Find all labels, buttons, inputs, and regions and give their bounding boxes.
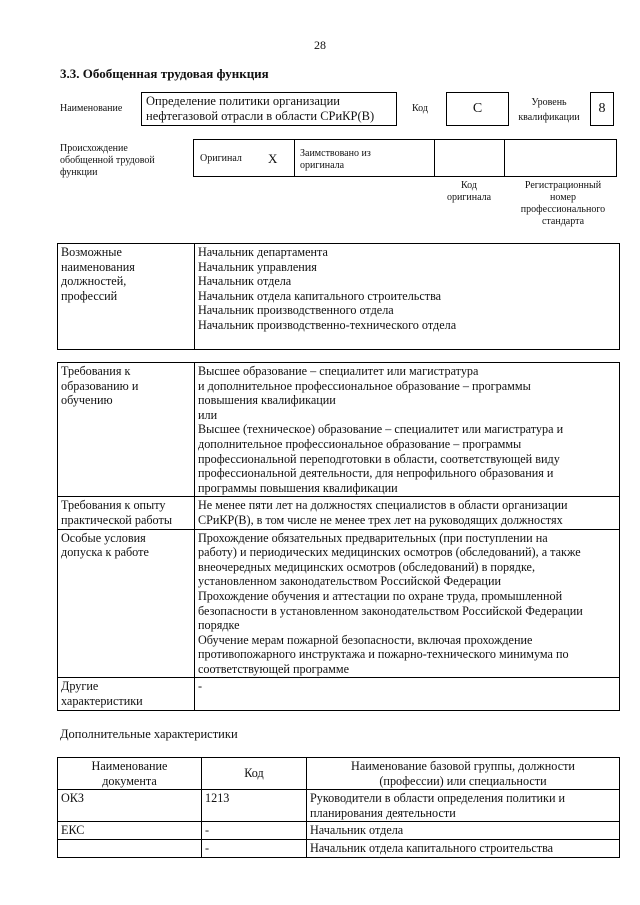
requirement-text: [195, 363, 620, 497]
section-title: 3.3. Обобщенная трудовая функция: [60, 66, 269, 81]
code-value: C: [446, 92, 509, 126]
text-line: дополнительное профессиональное образование – программы: [198, 436, 522, 451]
origin-label: [60, 143, 155, 179]
row-name: [307, 790, 620, 822]
text-line: безопасности в установленном законодательством Российской Федерации: [198, 603, 583, 618]
requirement-label: [58, 678, 195, 710]
row-name: [307, 839, 620, 857]
requirement-row-education: [58, 363, 620, 497]
label-line: профессий: [61, 288, 118, 303]
position-item: Начальник производственно-технического отдела: [198, 317, 457, 332]
position-item: Начальник производственного отдела: [198, 303, 394, 318]
text-line: программы повышения квалификации: [198, 480, 398, 495]
text-line: внеочередных медицинских осмотров (обследований) в порядке,: [198, 559, 536, 574]
row-doc: ЕКС: [58, 822, 202, 840]
caption-line: Регистрационный: [524, 180, 602, 191]
position-item: Начальник департамента: [198, 245, 328, 259]
text-line: противопожарного инструктажа и пожарно-технического минимума по: [198, 647, 569, 662]
label-line: характеристики: [61, 694, 143, 709]
header-line: Наименование: [91, 759, 168, 773]
text-line: Прохождение обучения и аттестации по охране труда, промышленной: [198, 588, 563, 603]
row-code: -: [202, 822, 307, 840]
position-item: Начальник отдела: [198, 274, 292, 289]
requirement-text: [195, 497, 620, 529]
row-code: -: [202, 839, 307, 857]
table-row: [58, 839, 620, 857]
label-line: наименования: [61, 259, 135, 274]
borrowed-label-line: оригинала: [300, 160, 345, 171]
origin-label-line: Происхождение: [60, 143, 128, 154]
level-label-line: Уровень: [531, 97, 567, 108]
text-line: Высшее (техническое) образование – специалитет или магистратура и: [198, 422, 564, 437]
borrowed-label: [300, 148, 371, 172]
header-line: (профессии) или специальности: [379, 773, 547, 788]
requirement-label: [58, 529, 195, 678]
label-line: допуска к работе: [61, 545, 149, 560]
text-line: Обучение мерам пожарной безопасности, включая прохождение: [198, 632, 533, 647]
text-line: и дополнительное профессиональное образование – программы: [198, 378, 531, 393]
header-name: [307, 758, 620, 790]
text-line: СРиКР(В), в том числе не менее трех лет на руководящих должностях: [198, 512, 563, 527]
requirement-row-special-conditions: [58, 529, 620, 678]
positions-label: [58, 244, 195, 350]
additional-table: [57, 757, 620, 858]
origin-label-line: функции: [60, 167, 98, 178]
header-code: Код: [202, 758, 307, 790]
additional-header-row: [58, 758, 620, 790]
borrowed-label-line: Заимствовано из: [300, 148, 371, 159]
label-line: Требования к: [61, 364, 131, 378]
position-item: Начальник управления: [198, 259, 317, 274]
position-item: Начальник отдела капитального строительства: [198, 288, 442, 303]
caption-line: профессионального: [520, 204, 606, 215]
positions-table: [57, 243, 620, 350]
caption-line: номер: [550, 192, 576, 203]
label-line: практической работы: [61, 512, 173, 527]
text-line: Не менее пяти лет на должностях специалистов в области организации: [198, 498, 568, 513]
row-doc: ОКЗ: [58, 790, 202, 822]
label-line: Другие: [61, 679, 99, 694]
name-value-box: [141, 92, 397, 126]
row-code: 1213: [202, 790, 307, 822]
label-line: Особые условия: [61, 530, 146, 545]
level-label-line: квалификации: [518, 112, 580, 123]
name-value-line: нефтегазовой отрасли в области СРиКР(В): [146, 109, 375, 123]
level-value: 8: [590, 92, 614, 126]
additional-title: Дополнительные характеристики: [60, 727, 238, 741]
caption-line: стандарта: [541, 216, 585, 227]
caption-line: оригинала: [446, 192, 492, 203]
name-label: Наименование: [60, 103, 123, 114]
requirement-text: [195, 529, 620, 678]
page-number: 28: [314, 38, 326, 52]
divider: [434, 140, 435, 177]
requirement-row-experience: [58, 497, 620, 529]
name-value-line: Определение политики организации: [146, 94, 340, 108]
label-line: должностей,: [61, 274, 127, 289]
requirements-table: [57, 362, 620, 711]
requirement-row-other: [58, 678, 620, 710]
caption-line: Код: [461, 180, 477, 191]
label-line: обучению: [61, 393, 113, 408]
requirement-label: [58, 363, 195, 497]
requirement-text: [195, 678, 620, 710]
origin-label-line: обобщенной трудовой: [60, 155, 155, 166]
text-line: Руководители в области определения политики и: [310, 791, 566, 806]
row-name: [307, 822, 620, 840]
reg-number-caption: [508, 180, 618, 228]
original-mark: X: [268, 151, 278, 166]
requirement-label: [58, 497, 195, 529]
label-line: образованию и: [61, 378, 139, 393]
text-line: Прохождение обязательных предварительных (при поступлении на: [198, 530, 548, 545]
text-line: профессиональной деятельности, для непрофильного образования и: [198, 466, 554, 481]
text-line: планирования деятельности: [310, 805, 456, 820]
text-line: порядке: [198, 618, 240, 633]
label-line: Требования к опыту: [61, 498, 166, 513]
label-line: Возможные: [61, 245, 122, 259]
text-line: Высшее образование – специалитет или магистратура: [198, 364, 479, 378]
origin-table: [193, 139, 617, 177]
header-line: документа: [102, 773, 157, 788]
divider: [294, 140, 295, 177]
text-line: -: [198, 679, 203, 694]
table-row: [58, 790, 620, 822]
original-label: Оригинал: [200, 153, 242, 164]
text-line: работу) и периодических медицинских осмотров (обследований), а также: [198, 545, 581, 560]
table-row: [58, 822, 620, 840]
level-label: [514, 97, 584, 124]
row-doc: [58, 839, 202, 857]
text-line: установленном законодательством Российской Федерации: [198, 574, 502, 589]
header-doc: [58, 758, 202, 790]
code-label: Код: [412, 103, 428, 114]
positions-list: [195, 244, 620, 350]
divider: [504, 140, 505, 177]
code-original-caption: [435, 180, 503, 204]
text-line: повышения квалификации: [198, 393, 336, 408]
text-line: Начальник отдела капитального строительства: [310, 840, 554, 855]
text-line: соответствующей программе: [198, 661, 350, 676]
text-line: или: [198, 407, 218, 422]
header-line: Наименование базовой группы, должности: [351, 759, 575, 773]
text-line: Начальник отдела: [310, 823, 404, 838]
text-line: профессиональной переподготовки в области, соответствующей виду: [198, 451, 560, 466]
